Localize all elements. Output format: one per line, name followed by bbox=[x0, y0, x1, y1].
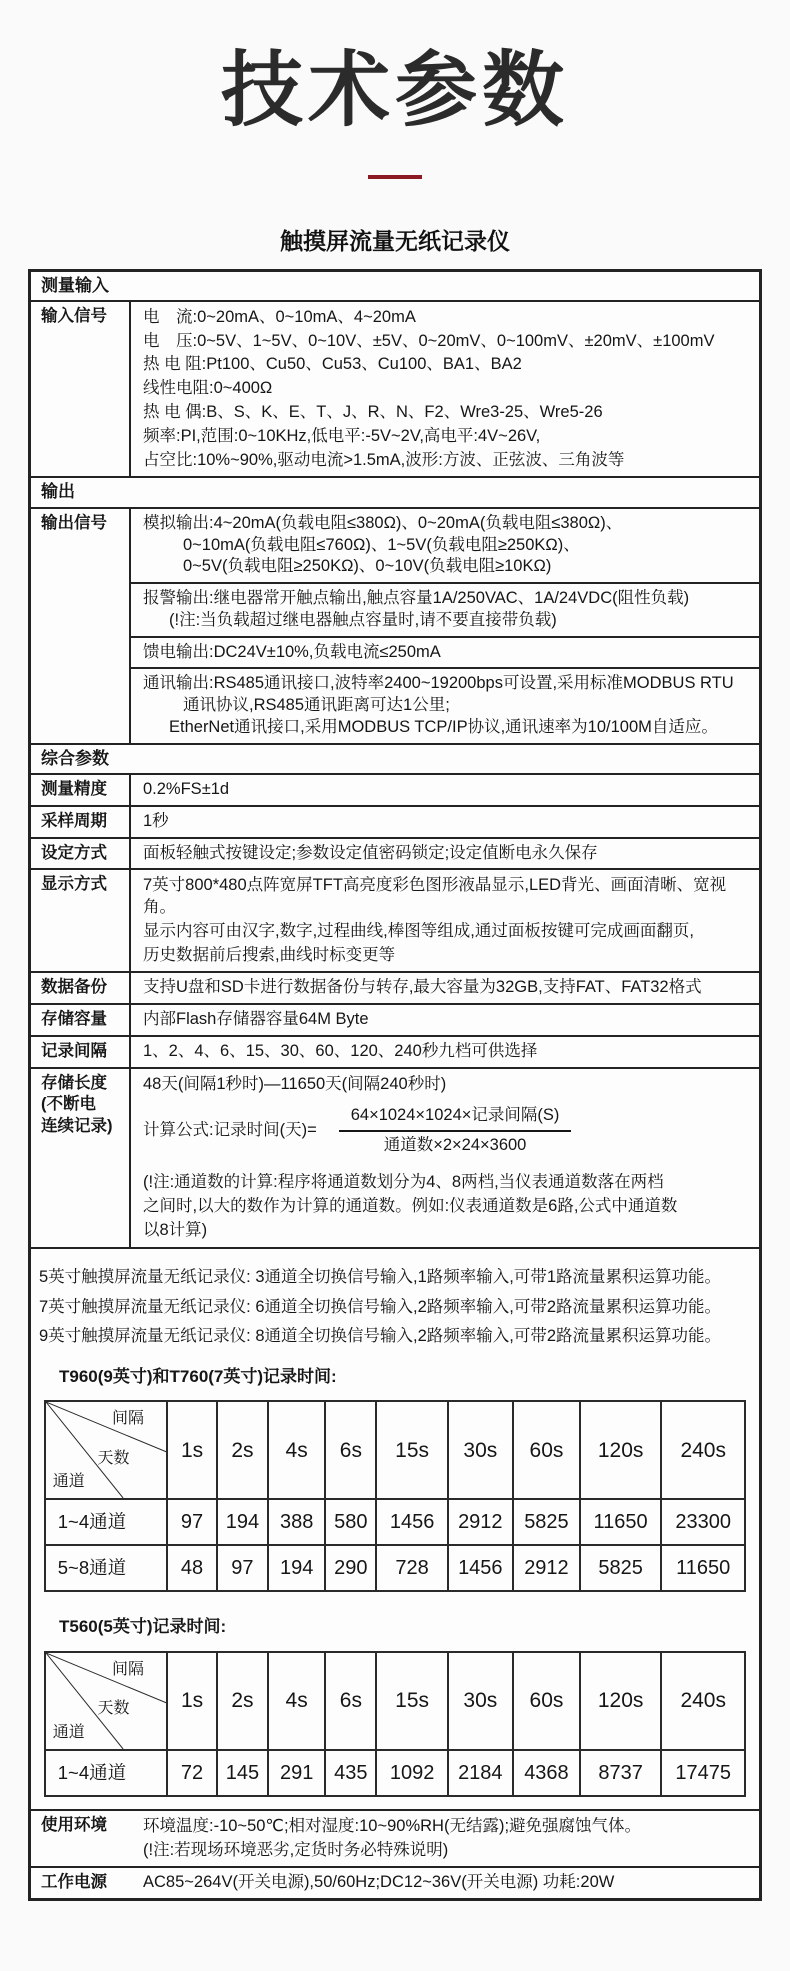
record-table-heading-t960-t760: T960(9英寸)和T760(7英寸)记录时间: bbox=[59, 1367, 337, 1386]
spec-row-interval bbox=[31, 1035, 759, 1067]
value-cell: 4368 bbox=[513, 1750, 580, 1796]
model-lines bbox=[31, 1249, 759, 1354]
value-cell: 5825 bbox=[513, 1499, 580, 1545]
row-label: 记录间隔 bbox=[41, 1041, 107, 1060]
value-cell: 8737 bbox=[580, 1750, 661, 1796]
row-label-cell: 1~4通道 bbox=[45, 1750, 167, 1796]
corner-label-channels: 通道 bbox=[52, 1473, 85, 1491]
spec-line: 模拟输出:4~20mA(负载电阻≤380Ω)、0~20mA(负载电阻≤380Ω)、 bbox=[143, 513, 623, 532]
model-line-7inch: 7英寸触摸屏流量无纸记录仪: 6通道全切换信号输入,2路频率输入,可带2路流量累积运算功能。 bbox=[39, 1297, 722, 1316]
section-header-general-params: 综合参数 bbox=[31, 743, 759, 773]
subrow-comm-output bbox=[131, 667, 759, 742]
subrow-feed-output bbox=[131, 636, 759, 668]
value-cell: 194 bbox=[217, 1499, 268, 1545]
row-label: 采样周期 bbox=[41, 811, 107, 830]
spec-line: 频率:PI,范围:0~10KHz,低电平:-5V~2V,高电平:4V~26V, bbox=[143, 426, 541, 445]
value-cell: 97 bbox=[167, 1499, 217, 1545]
spec-row-sampling bbox=[31, 805, 759, 837]
column-header-cell: 6s bbox=[325, 1401, 376, 1499]
column-header-cell: 15s bbox=[376, 1652, 447, 1750]
value-cell: 580 bbox=[325, 1499, 376, 1545]
spec-row-capacity bbox=[31, 1003, 759, 1035]
corner-label-channels: 通道 bbox=[52, 1723, 85, 1741]
column-header-cell: 60s bbox=[513, 1401, 580, 1499]
spec-line: 馈电输出:DC24V±10%,负载电流≤250mA bbox=[143, 642, 441, 661]
record-table-t960-t760 bbox=[44, 1400, 747, 1592]
corner-label-interval: 间隔 bbox=[111, 1410, 144, 1428]
label-line: 连续记录) bbox=[41, 1117, 113, 1136]
spec-line: 显示内容可由汉字,数字,过程曲线,棒图等组成,通过面板按键可完成画面翻页, bbox=[143, 921, 694, 940]
spec-line: 电 流:0~20mA、0~10mA、4~20mA bbox=[143, 307, 416, 326]
column-header-cell: 30s bbox=[448, 1652, 513, 1750]
row-content bbox=[129, 1069, 759, 1248]
spec-line: 之间时,以大的数作为计算的通道数。例如:仪表通道数是6路,公式中通道数 bbox=[143, 1196, 678, 1215]
page-subtitle: 触摸屏流量无纸记录仪 bbox=[280, 227, 510, 254]
spec-row-input-signal bbox=[31, 300, 759, 476]
row-content: 1秒 bbox=[129, 807, 759, 837]
subrow-analog-output bbox=[131, 509, 759, 582]
column-header-cell: 240s bbox=[661, 1652, 745, 1750]
spec-line: (!注:若现场环境恶劣,定货时务必特殊说明) bbox=[143, 1840, 449, 1859]
row-content bbox=[129, 870, 759, 971]
storage-range-line: 48天(间隔1秒时)—11650天(间隔240秒时) bbox=[143, 1074, 447, 1093]
value-cell: 145 bbox=[217, 1750, 268, 1796]
spec-line: 热 电 偶:B、S、K、E、T、J、R、N、F2、Wre3-25、Wre5-26 bbox=[143, 403, 603, 421]
section-header-measure-input: 测量输入 bbox=[41, 275, 109, 295]
value-cell: 1092 bbox=[376, 1750, 447, 1796]
formula-fraction bbox=[339, 1105, 572, 1157]
row-content: 1、2、4、6、15、30、60、120、240秒九档可供选择 bbox=[129, 1037, 759, 1067]
value-cell: 1456 bbox=[376, 1499, 447, 1545]
column-header-cell: 240s bbox=[661, 1401, 745, 1499]
value-cell: 728 bbox=[376, 1545, 447, 1591]
row-label: 显示方式 bbox=[41, 875, 107, 894]
column-header-cell: 30s bbox=[448, 1401, 513, 1499]
column-header-cell: 1s bbox=[167, 1401, 217, 1499]
spec-row-display bbox=[31, 868, 759, 971]
row-content: 面板轻触式按键设定;参数设定值密码锁定;设定值断电永久保存 bbox=[129, 839, 759, 869]
value-cell: 72 bbox=[167, 1750, 217, 1796]
value-cell: 194 bbox=[268, 1545, 325, 1591]
column-header-cell: 6s bbox=[325, 1652, 376, 1750]
subrow-alarm-output bbox=[131, 582, 759, 636]
row-content: 0.2%FS±1d bbox=[129, 775, 759, 805]
spec-line: 0~5V(负载电阻≥250KΩ)、0~10V(负载电阻≥10KΩ) bbox=[183, 557, 552, 576]
row-label: 输入信号 bbox=[41, 306, 107, 325]
value-cell: 11650 bbox=[580, 1499, 661, 1545]
value-cell: 435 bbox=[325, 1750, 376, 1796]
spec-line: 报警输出:继电器常开触点输出,触点容量1A/250VAC、1A/24VDC(阻性负载) bbox=[143, 589, 690, 608]
spec-line: 通讯协议,RS485通讯距离可达1公里; bbox=[183, 696, 450, 715]
column-header-cell: 120s bbox=[580, 1652, 661, 1750]
fraction-denominator: 通道数×2×24×3600 bbox=[383, 1136, 527, 1155]
column-header-cell: 4s bbox=[268, 1652, 325, 1750]
value-cell: 5825 bbox=[580, 1545, 661, 1591]
row-label: 设定方式 bbox=[41, 843, 107, 862]
row-label: 使用环境 bbox=[41, 1815, 107, 1834]
models-section bbox=[31, 1247, 759, 1797]
row-content bbox=[129, 302, 759, 476]
storage-note bbox=[143, 1170, 751, 1243]
storage-formula bbox=[143, 1104, 751, 1158]
row-label: 工作电源 bbox=[41, 1873, 107, 1892]
spec-row-environment bbox=[31, 1809, 759, 1867]
page-title: 技术参数 bbox=[220, 45, 569, 136]
value-cell: 291 bbox=[268, 1750, 325, 1796]
model-line-9inch: 9英寸触摸屏流量无纸记录仪: 8通道全切换信号输入,2路频率输入,可带2路流量累积运算功能。 bbox=[39, 1327, 722, 1346]
row-label: 输出信号 bbox=[41, 513, 107, 532]
row-label: 测量精度 bbox=[41, 780, 107, 799]
fraction-numerator: 64×1024×1024×记录间隔(S) bbox=[339, 1105, 572, 1132]
column-header-cell: 60s bbox=[513, 1652, 580, 1750]
row-content: 支持U盘和SD卡进行数据备份与转存,最大容量为32GB,支持FAT、FAT32格式 bbox=[129, 973, 759, 1003]
row-label bbox=[31, 1069, 129, 1248]
column-header-cell: 120s bbox=[580, 1401, 661, 1499]
row-content bbox=[129, 1811, 759, 1867]
spec-line: (!注:当负载超过继电器触点容量时,请不要直接带负载) bbox=[169, 610, 557, 629]
value-cell: 290 bbox=[325, 1545, 376, 1591]
value-cell: 2912 bbox=[448, 1499, 513, 1545]
corner-label-interval: 间隔 bbox=[111, 1660, 144, 1678]
value-cell: 97 bbox=[217, 1545, 268, 1591]
value-cell: 17475 bbox=[661, 1750, 745, 1796]
spec-row-output-signal bbox=[31, 507, 759, 743]
row-label: 数据备份 bbox=[41, 978, 107, 997]
formula-prefix: 计算公式:记录时间(天)= bbox=[143, 1121, 317, 1140]
row-content: AC85~264V(开关电源),50/60Hz;DC12~36V(开关电源) 功耗:20W bbox=[143, 1873, 615, 1892]
spec-line: 占空比:10%~90%,驱动电流>1.5mA,波形:方波、正弦波、三角波等 bbox=[143, 450, 625, 469]
value-cell: 23300 bbox=[661, 1499, 745, 1545]
spec-line: 通讯输出:RS485通讯接口,波特率2400~19200bps可设置,采用标准MODBUS RTU bbox=[143, 674, 734, 693]
spec-line: 环境温度:-10~50℃;相对湿度:10~90%RH(无结露);避免强腐蚀气体。 bbox=[143, 1816, 642, 1835]
value-cell: 388 bbox=[268, 1499, 325, 1545]
label-line: 存储长度 bbox=[41, 1073, 107, 1092]
spec-row-setting bbox=[31, 837, 759, 869]
spec-line: 热 电 阻:Pt100、Cu50、Cu53、Cu100、BA1、BA2 bbox=[143, 355, 522, 374]
spec-row-accuracy bbox=[31, 773, 759, 805]
spec-line: EtherNet通讯接口,采用MODBUS TCP/IP协议,通讯速率为10/100M自适应。 bbox=[169, 717, 718, 736]
spec-line: 历史数据前后搜索,曲线时标变更等 bbox=[143, 945, 396, 964]
corner-cell bbox=[45, 1401, 167, 1499]
corner-cell bbox=[45, 1652, 167, 1750]
record-table-t560 bbox=[44, 1651, 747, 1797]
spec-row-storage-length bbox=[31, 1067, 759, 1248]
model-line-5inch: 5英寸触摸屏流量无纸记录仪: 3通道全切换信号输入,1路频率输入,可带1路流量累积运算功能。 bbox=[39, 1268, 722, 1287]
corner-label-days: 天数 bbox=[97, 1449, 130, 1467]
value-cell: 48 bbox=[167, 1545, 217, 1591]
corner-label-days: 天数 bbox=[97, 1699, 130, 1717]
value-cell: 11650 bbox=[661, 1545, 745, 1591]
output-signal-subrows bbox=[129, 509, 759, 743]
column-header-cell: 1s bbox=[167, 1652, 217, 1750]
spec-row-backup bbox=[31, 971, 759, 1003]
spec-line: 7英寸800*480点阵宽屏TFT高亮度彩色图形液晶显示,LED背光、画面清晰、宽视角。 bbox=[143, 876, 727, 917]
accent-dash bbox=[368, 175, 422, 179]
spec-line: 0~10mA(负载电阻≤760Ω)、1~5V(负载电阻≥250KΩ)、 bbox=[183, 535, 580, 554]
value-cell: 2184 bbox=[448, 1750, 513, 1796]
row-label: 存储容量 bbox=[41, 1010, 107, 1029]
row-label-cell: 5~8通道 bbox=[45, 1545, 167, 1591]
spec-table bbox=[28, 269, 762, 1902]
value-cell: 1456 bbox=[448, 1545, 513, 1591]
column-header-cell: 15s bbox=[376, 1401, 447, 1499]
spec-line: (!注:通道数的计算:程序将通道数划分为4、8两档,当仪表通道数落在两档 bbox=[143, 1173, 664, 1192]
spec-line: 以8计算) bbox=[143, 1220, 208, 1239]
label-line: (不断电 bbox=[41, 1095, 96, 1114]
record-table-heading-t560: T560(5英寸)记录时间: bbox=[59, 1617, 227, 1637]
column-header-cell: 2s bbox=[217, 1401, 268, 1499]
column-header-cell: 2s bbox=[217, 1652, 268, 1750]
column-header-cell: 4s bbox=[268, 1401, 325, 1499]
value-cell: 2912 bbox=[513, 1545, 580, 1591]
spec-line: 电 压:0~5V、1~5V、0~10V、±5V、0~20mV、0~100mV、±20mV、±100mV bbox=[143, 331, 715, 350]
spec-row-power bbox=[31, 1866, 759, 1898]
section-header-output: 输出 bbox=[31, 476, 759, 506]
spec-line: 线性电阻:0~400Ω bbox=[143, 379, 273, 398]
row-label-cell: 1~4通道 bbox=[45, 1499, 167, 1545]
row-content: 内部Flash存储器容量64M Byte bbox=[129, 1005, 759, 1035]
